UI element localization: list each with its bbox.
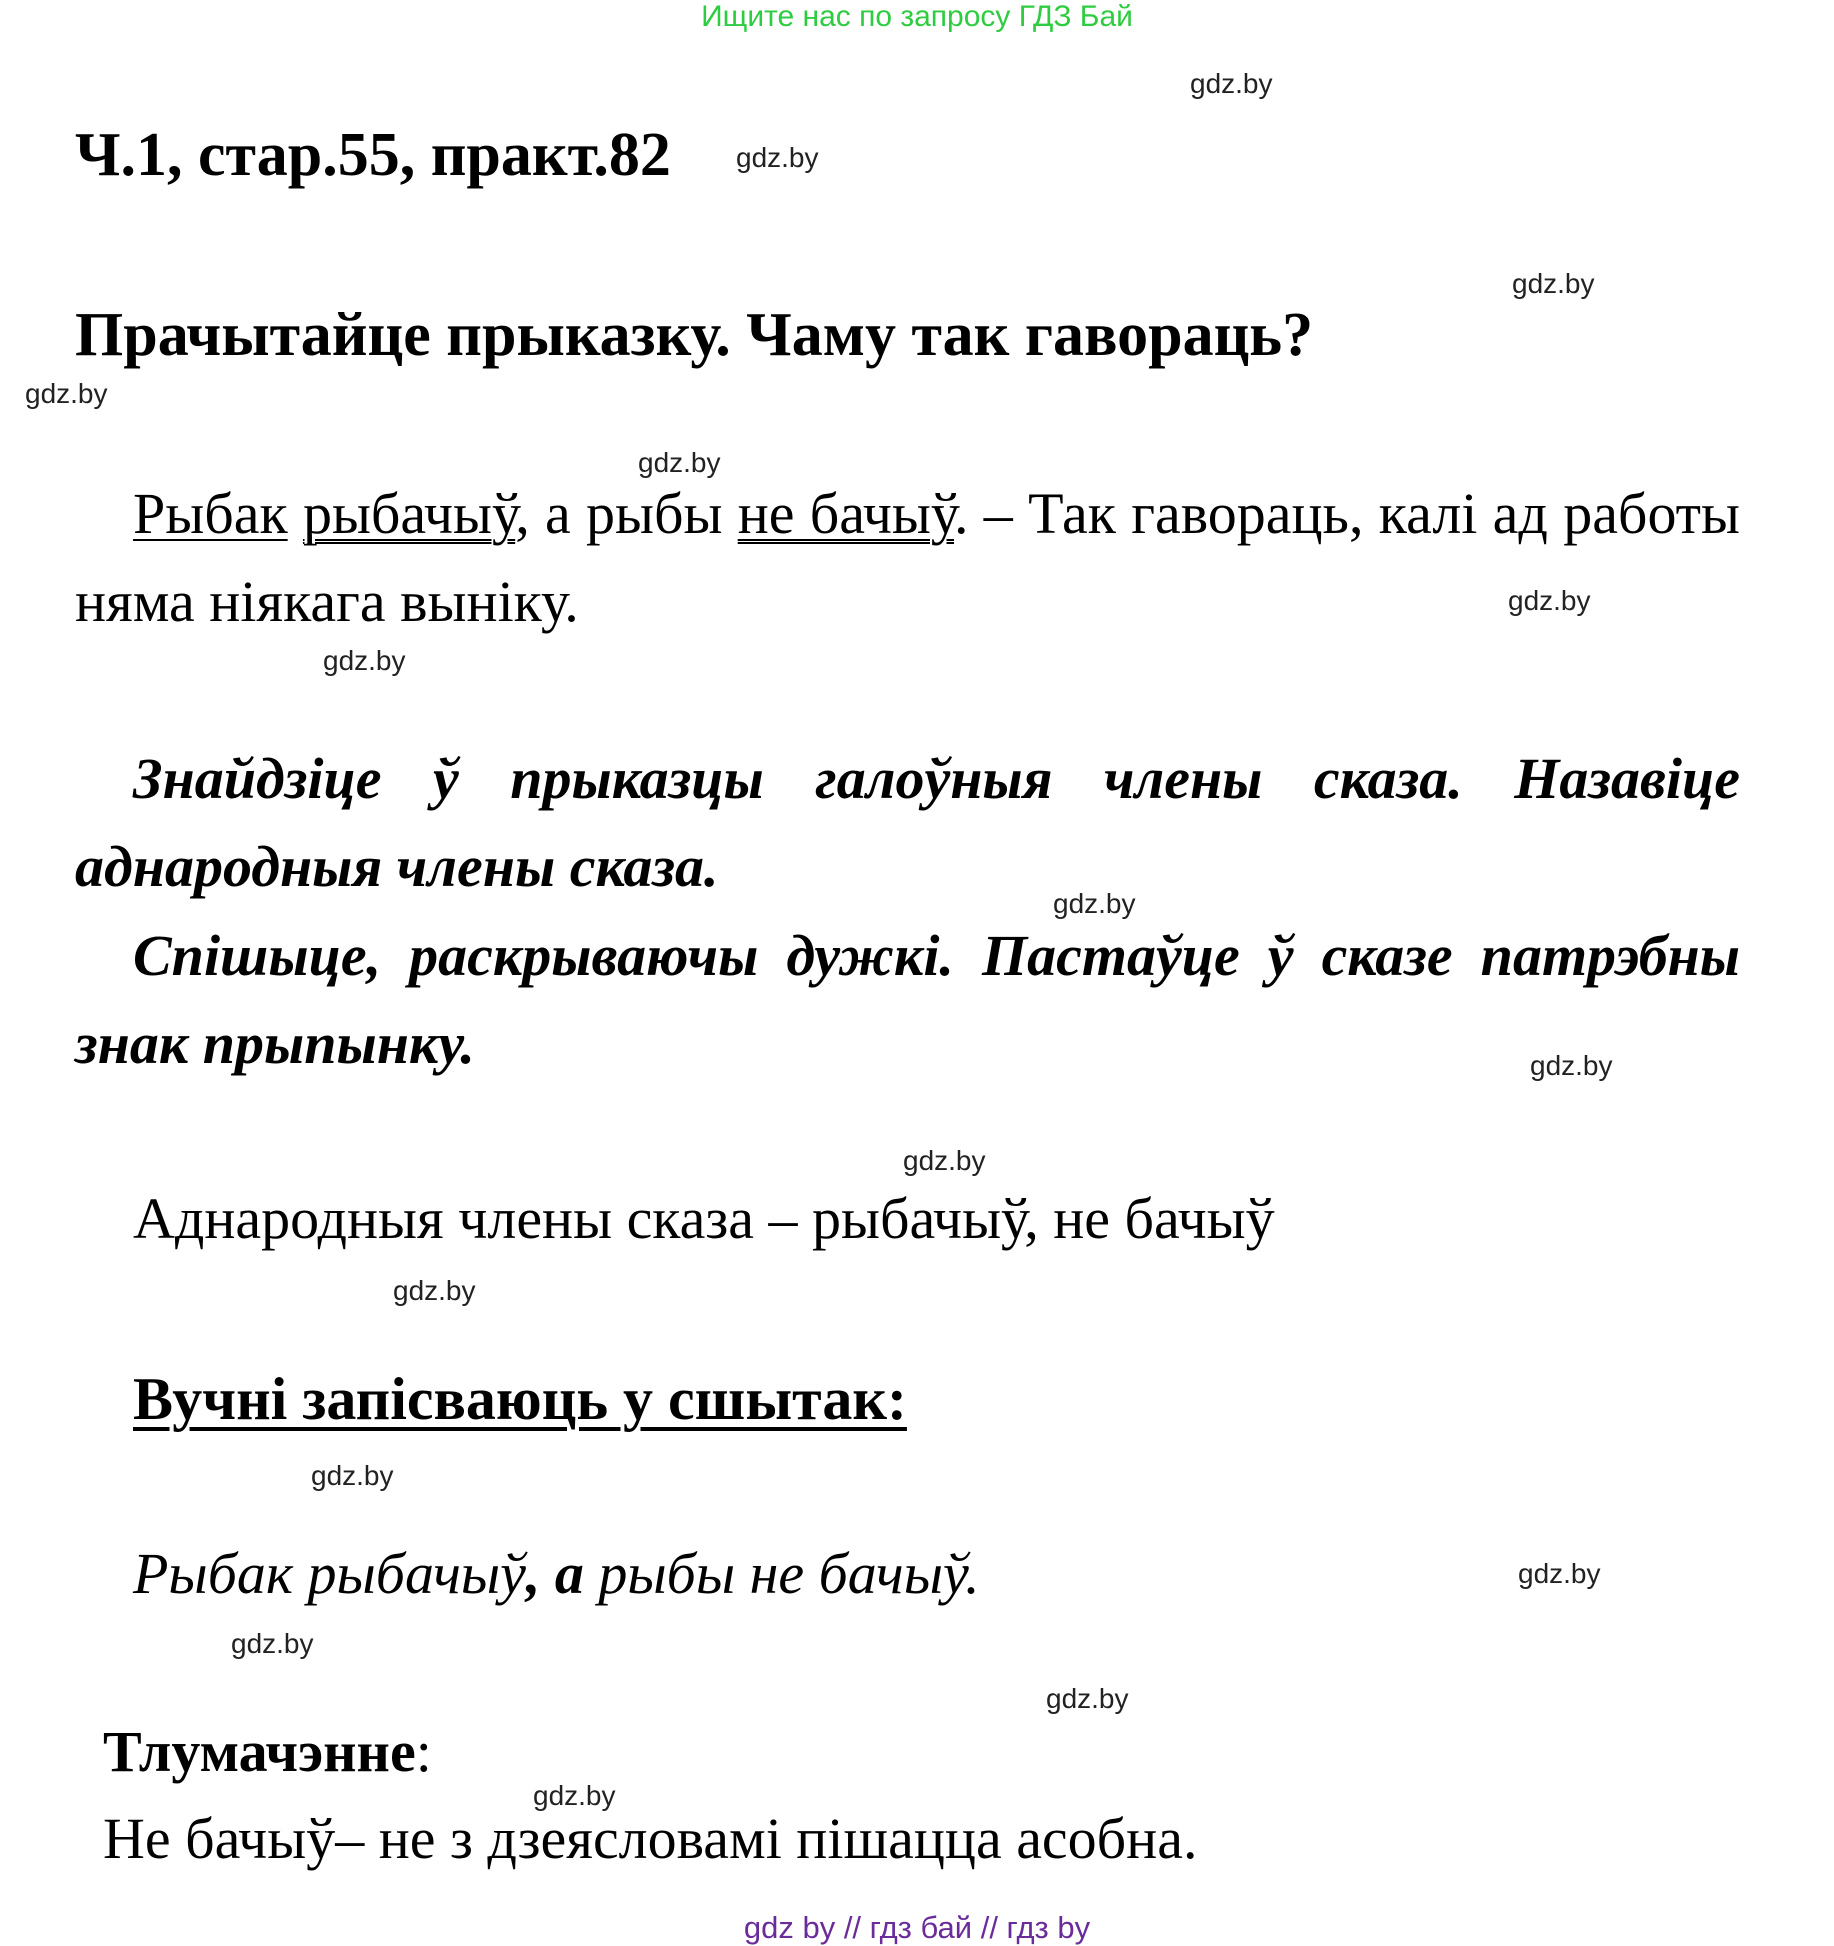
watermark: gdz.by: [393, 1275, 476, 1306]
watermark: gdz.by: [1053, 888, 1136, 919]
answer-homogeneous: Аднародныя члены сказа – рыбачыў, не бачыў: [133, 1186, 1275, 1251]
watermark: gdz.by: [736, 142, 819, 173]
watermark: gdz.by: [25, 378, 108, 409]
predicate-word-2: не бачыў: [737, 481, 955, 546]
task-instruction-2: Спішыце, раскрываючы дужкі. Пастаўце ў сказе патрэбны знак прыпынку.: [75, 923, 1740, 1076]
watermark: gdz.by: [1046, 1683, 1129, 1714]
notebook-heading: Вучні запісваюць у сшытак:: [133, 1366, 907, 1432]
watermark: gdz.by: [903, 1145, 986, 1176]
proverb-middle: , а рыбы: [515, 481, 738, 546]
page-title: Ч.1, стар.55, практ.82: [75, 121, 671, 189]
predicate-word-1: рыбачыў: [302, 481, 516, 546]
explanation-text: Не бачыў– не з дзеясловамі пішацца асобна.: [103, 1806, 1198, 1871]
watermark: gdz.by: [323, 645, 406, 676]
watermark: gdz.by: [1190, 68, 1273, 99]
watermark: gdz.by: [533, 1780, 616, 1811]
watermark: gdz.by: [311, 1460, 394, 1491]
watermark: gdz.by: [1530, 1050, 1613, 1081]
proverb-paragraph: [75, 470, 1740, 646]
notebook-sentence: Рыбак рыбачыў, а рыбы не бачыў.: [133, 1541, 980, 1606]
proverb-rest: . – Так гавораць, калі ад работы няма ніякага выніку.: [75, 481, 1740, 634]
watermark: gdz.by: [1518, 1558, 1601, 1589]
explanation-heading: Тлумачэнне:: [103, 1719, 432, 1784]
watermark: gdz.by: [638, 447, 721, 478]
footer-links: gdz by // гдз бай // гдз by: [743, 1910, 1091, 1945]
watermark: gdz.by: [231, 1628, 314, 1659]
subject-word: Рыбак: [133, 481, 288, 546]
top-banner: Ищите нас по запросу ГДЗ Бай: [701, 0, 1133, 33]
watermark: gdz.by: [1512, 268, 1595, 299]
task-instruction-1: Знайдзіце ў прыказцы галоўныя члены сказа. Назавіце аднародныя члены сказа.: [75, 746, 1740, 899]
watermark: gdz.by: [1508, 585, 1591, 616]
task-question: Прачытайце прыказку. Чаму так гавораць?: [75, 301, 1314, 369]
